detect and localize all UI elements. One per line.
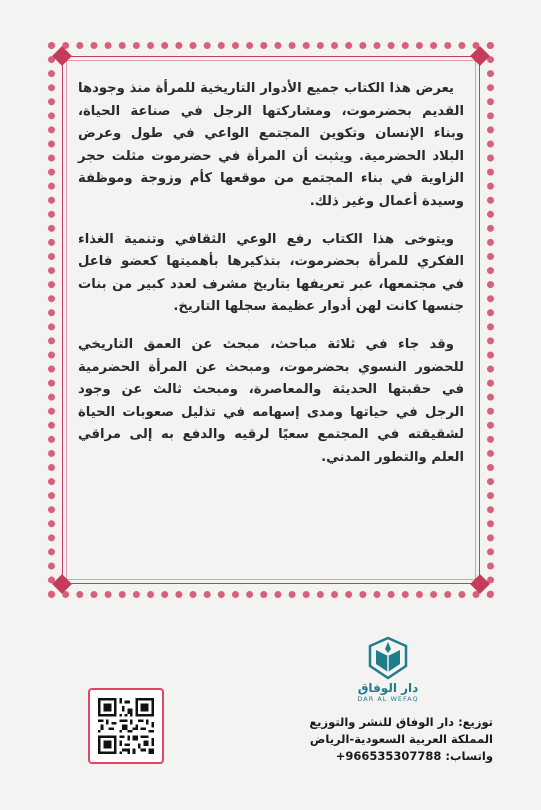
qr-code-icon (98, 698, 154, 754)
whatsapp-line (193, 748, 493, 765)
blurb-paragraph-3: وقد جاء في ثلاثة مباحث، مبحث عن العمق التاريخي للحضور النسوي بحضرموت، ومبحث عن المرأة الحضرمية في حقبتها الحديثة والمعاصرة، ومبحث ثالث عن وجود الرجل في حياتها ومدى إسهامه في تذليل صعوبات الحياة لشقيقته في المجتمع سعيًا لرقيه والدفع به إلى مراقي العلم والتطور المدني. (78, 336, 464, 465)
book-pen-logo-icon (366, 636, 410, 680)
blurb-paragraph-2: ويتوخى هذا الكتاب رفع الوعي الثقافي وتنمية الغذاء الفكري للمرأة بحضرموت، بتذكيرها بأهميتها كعضو فاعل في مجتمعها، عبر تعريفها بتاريخ مشرف لعدد كبير من بنات جنسها كانت لهن أدوار عظيمة سجلها التاريخ. (78, 231, 464, 315)
publisher-logo (346, 636, 430, 712)
blurb-text (78, 78, 464, 485)
blurb-paragraph-1: يعرض هذا الكتاب جميع الأدوار التاريخية للمرأة منذ وجودها القديم بحضرموت، ومشاركتها الرجل في صناعة الحياة، وبناء الإنسان وتكوين المجتمع الواعي في طول وعرض البلاد الحضرمية. ويثبت أن المرأة في حضرموت مثلت حجر الزاوية في بناء المجتمع من موقعها كأم وزوجة وموظفة وسيدة أعمال وغير ذلك. (78, 81, 464, 209)
qr-code[interactable] (88, 688, 164, 764)
distributor-line: توزيع: دار الوفاق للنشر والتوزيع (309, 715, 493, 729)
distribution-info (193, 714, 493, 765)
publisher-name-arabic: دار الوفاق (357, 681, 419, 695)
location-line: المملكة العربية السعودية-الرياض (309, 732, 493, 746)
whatsapp-label: واتساب: (445, 749, 493, 763)
publisher-name-english: DAR AL WEFAQ (357, 695, 419, 703)
whatsapp-number[interactable]: +966535307788 (335, 749, 442, 763)
